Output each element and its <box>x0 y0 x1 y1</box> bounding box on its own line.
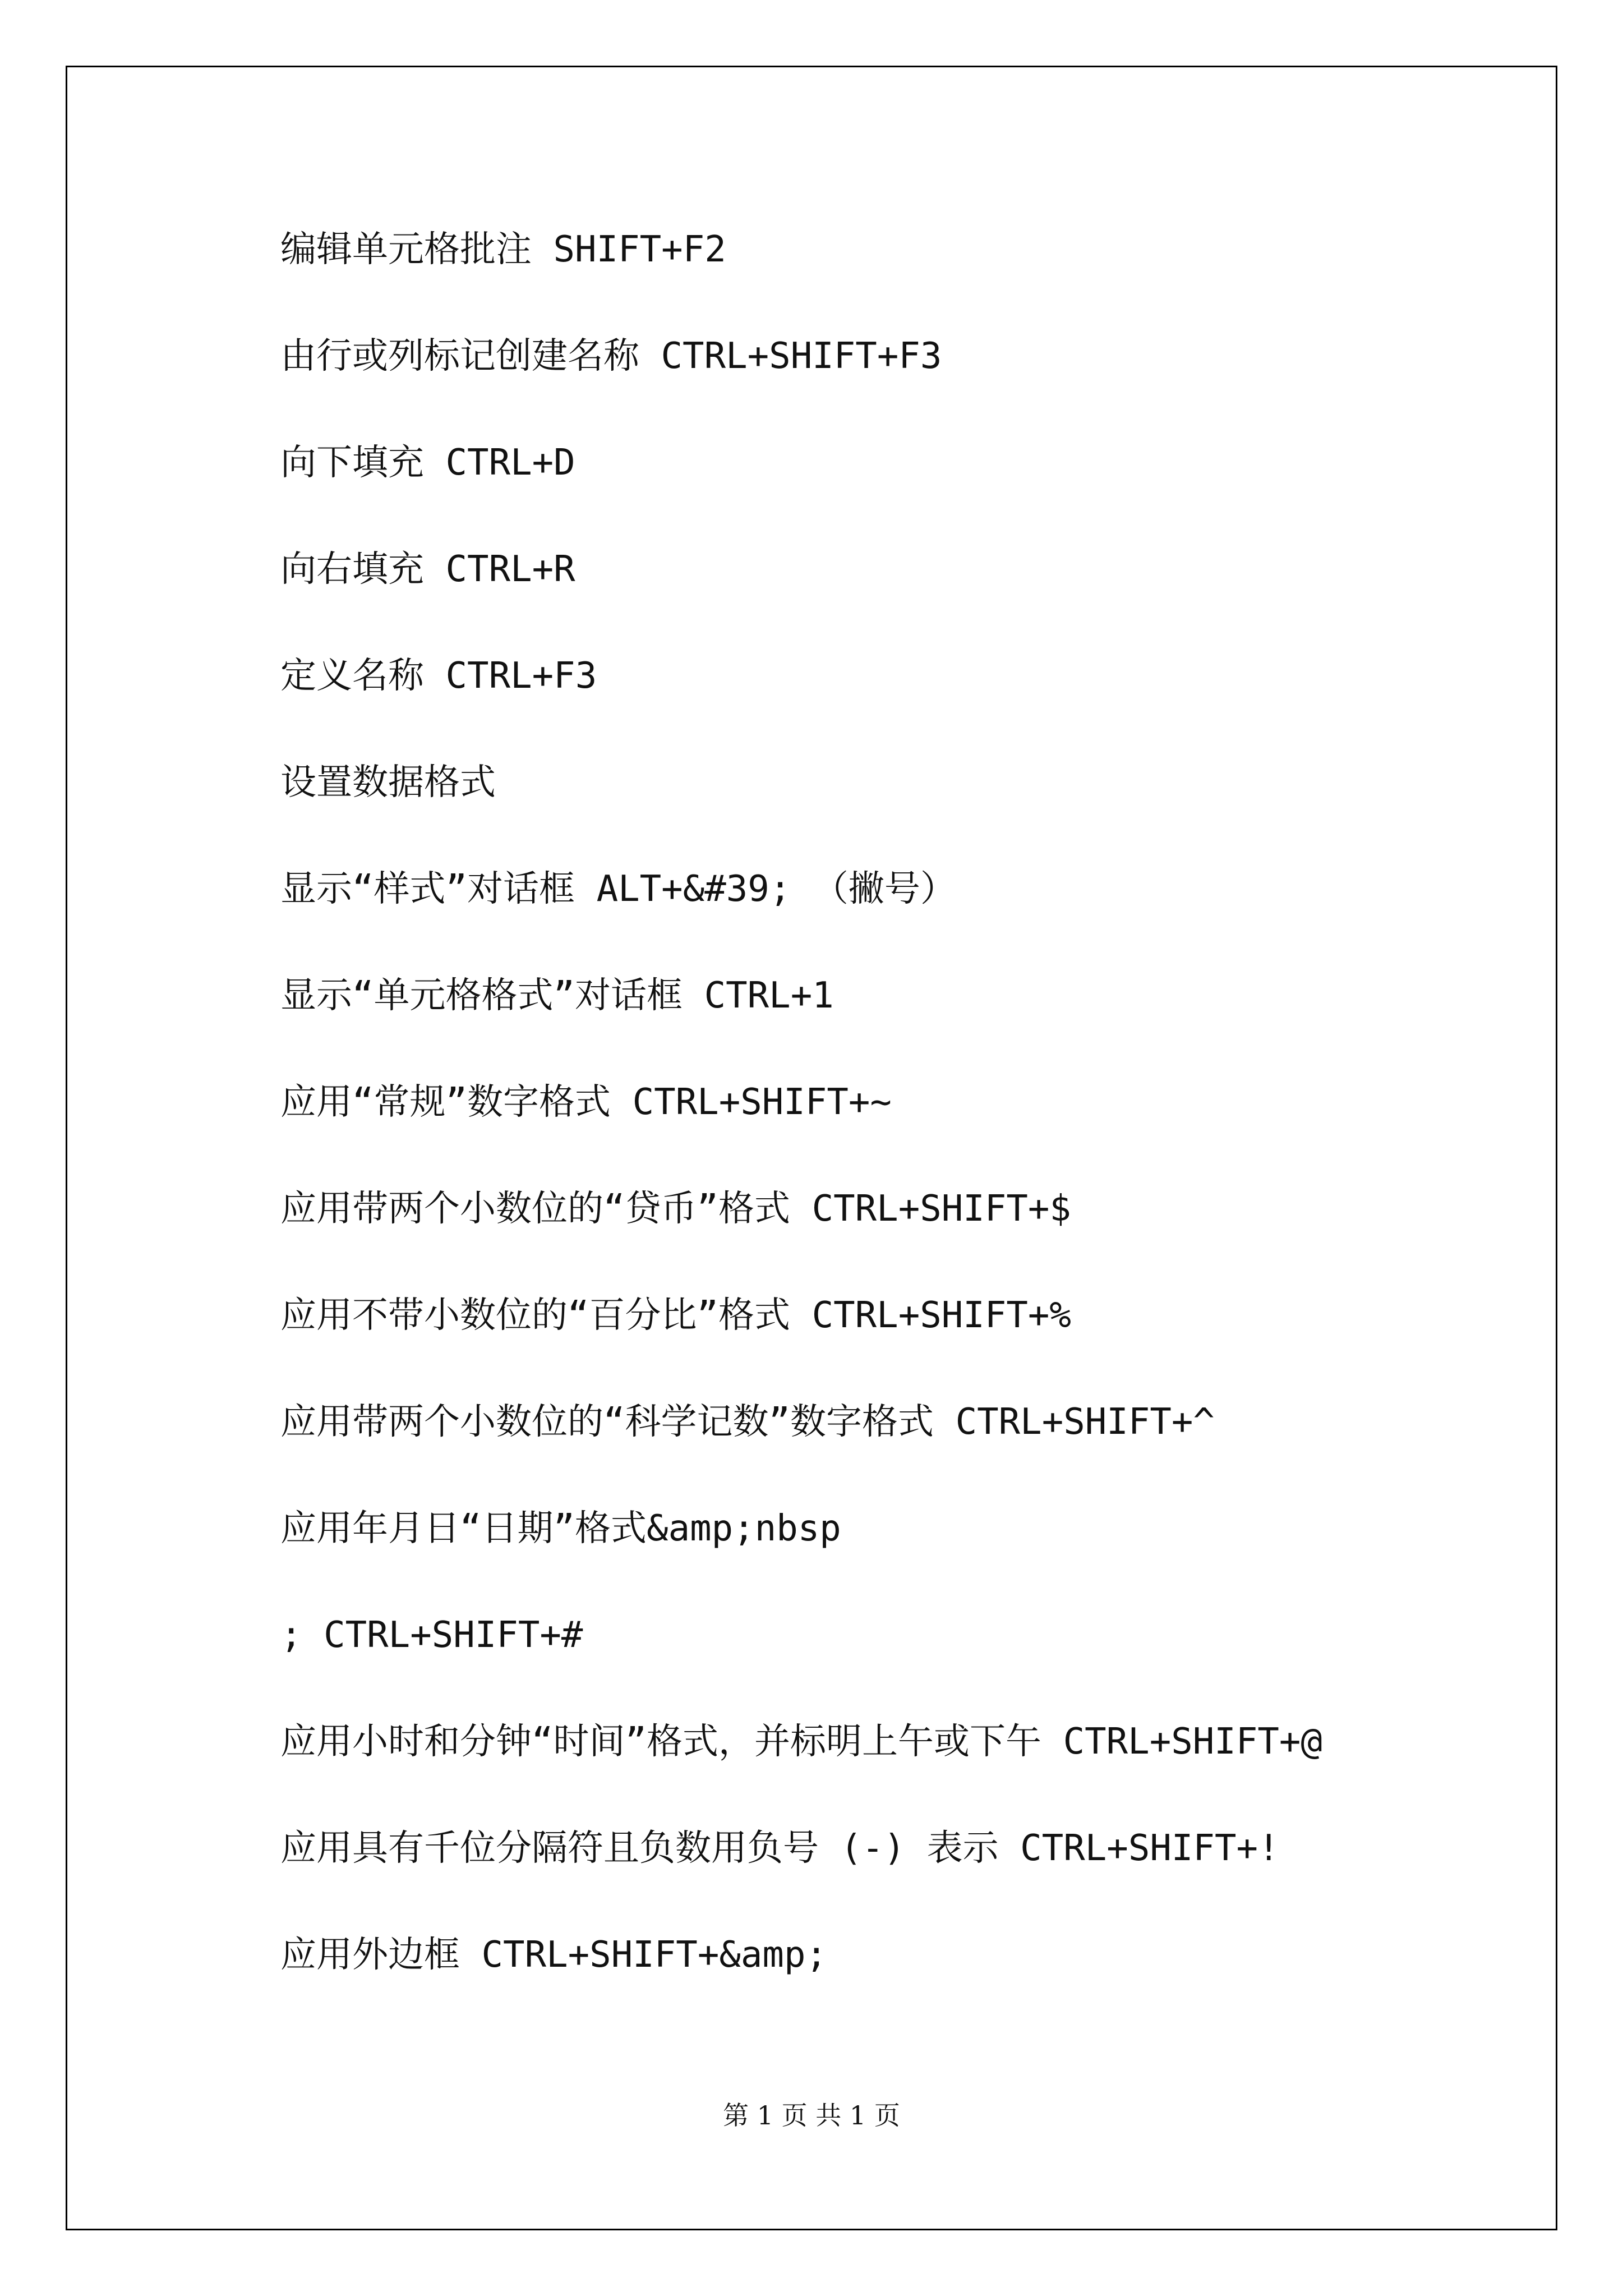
text-line: 编辑单元格批注 SHIFT+F2 <box>280 229 726 270</box>
document-body <box>280 227 1539 2039</box>
text-line: ; CTRL+SHIFT+# <box>280 1614 583 1656</box>
text-line: 应用年月日“日期”格式&amp;nbsp <box>280 1508 841 1549</box>
text-line: 向右填充 CTRL+R <box>280 549 575 590</box>
text-line: 由行或列标记创建名称 CTRL+SHIFT+F3 <box>280 335 942 377</box>
text-line: 应用小时和分钟“时间”格式，并标明上午或下午 CTRL+SHIFT+@ <box>280 1721 1322 1763</box>
section-heading: 设置数据格式 <box>280 762 496 803</box>
text-line: 显示“单元格格式”对话框 CTRL+1 <box>280 975 834 1016</box>
text-line: 定义名称 CTRL+F3 <box>280 655 597 697</box>
text-line: 应用带两个小数位的“贷币”格式 CTRL+SHIFT+$ <box>280 1188 1071 1230</box>
text-line: 显示“样式”对话框 ALT+&#39; （撇号） <box>280 868 956 910</box>
text-line: 应用“常规”数字格式 CTRL+SHIFT+~ <box>280 1082 892 1123</box>
page-number-footer: 第 1 页 共 1 页 <box>723 2100 900 2131</box>
text-line: 应用不带小数位的“百分比”格式 CTRL+SHIFT+% <box>280 1295 1071 1336</box>
text-line: 应用外边框 CTRL+SHIFT+&amp; <box>280 1934 828 1976</box>
text-line: 应用具有千位分隔符且负数用负号 (-) 表示 CTRL+SHIFT+! <box>280 1828 1280 1869</box>
text-line: 向下填充 CTRL+D <box>280 442 575 484</box>
text-line: 应用带两个小数位的“科学记数”数字格式 CTRL+SHIFT+^ <box>280 1401 1215 1443</box>
